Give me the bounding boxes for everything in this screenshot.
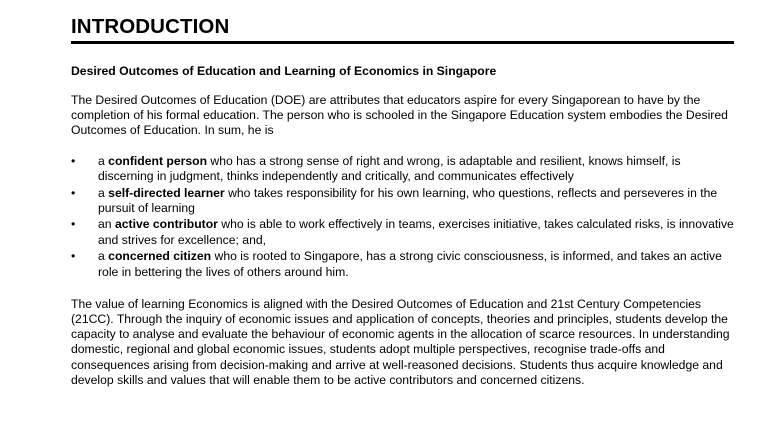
item-keyword: active contributor (114, 217, 218, 232)
item-prefix: a (98, 185, 109, 200)
document-page (71, 14, 734, 388)
list-item (71, 249, 734, 279)
section-heading: Desired Outcomes of Education and Learning of Economics in Singapore (71, 64, 497, 78)
list-item (71, 154, 734, 184)
item-prefix: an (98, 217, 115, 232)
item-description: who has a strong sense of right and wrong, is adaptable and resilient, knows himself, is discerning in judgment, thinks independently and critically, and communicates effectively (98, 153, 681, 183)
item-description: who takes responsibility for his own learning, who questions, reflects and perseveres in the pursuit of learning (98, 185, 718, 215)
list-item (71, 186, 734, 216)
item-prefix: a (98, 249, 109, 264)
item-description: who is rooted to Singapore, has a strong civic consciousness, is informed, and takes an active role in bettering the lives of others around him. (98, 249, 722, 279)
item-keyword: confident person (108, 153, 208, 168)
title-underline (71, 41, 734, 44)
item-prefix: a (98, 153, 109, 168)
intro-paragraph: The Desired Outcomes of Education (DOE) are attributes that educators aspire for every Singaporean to have by the completion of his formal education. The person who is schooled in the Singapore Education system embodies the Desired Outcomes of Education. In sum, he is (71, 93, 728, 138)
closing-paragraph: The value of learning Economics is aligned with the Desired Outcomes of Education and 21st Century Competencies (21CC). Through the inquiry of economic issues and application of concepts, theories and principles, students develop the capacity to analyse and evaluate the behaviour of economic agents in the allocation of scarce resources. In understanding domestic, regional and global economic issues, students adopt multiple perspectives, recognise trade-offs and consequences arising from decision-making and arrive at well-reasoned decisions. Students thus acquire knowledge and develop skills and values that will enable them to be active contributors and concerned citizens. (71, 296, 730, 387)
item-description: who is able to work effectively in teams, exercises initiative, takes calculated risks, is innovative and strives for excellence; and, (98, 217, 734, 247)
item-keyword: concerned citizen (108, 249, 212, 264)
outcomes-list (71, 154, 734, 280)
list-item (71, 217, 734, 247)
bullet-icon: • (71, 185, 76, 200)
page-title: INTRODUCTION (71, 15, 230, 38)
bullet-icon: • (71, 153, 76, 168)
bullet-icon: • (71, 217, 76, 232)
item-keyword: self-directed learner (108, 185, 225, 200)
bullet-icon: • (71, 249, 76, 264)
